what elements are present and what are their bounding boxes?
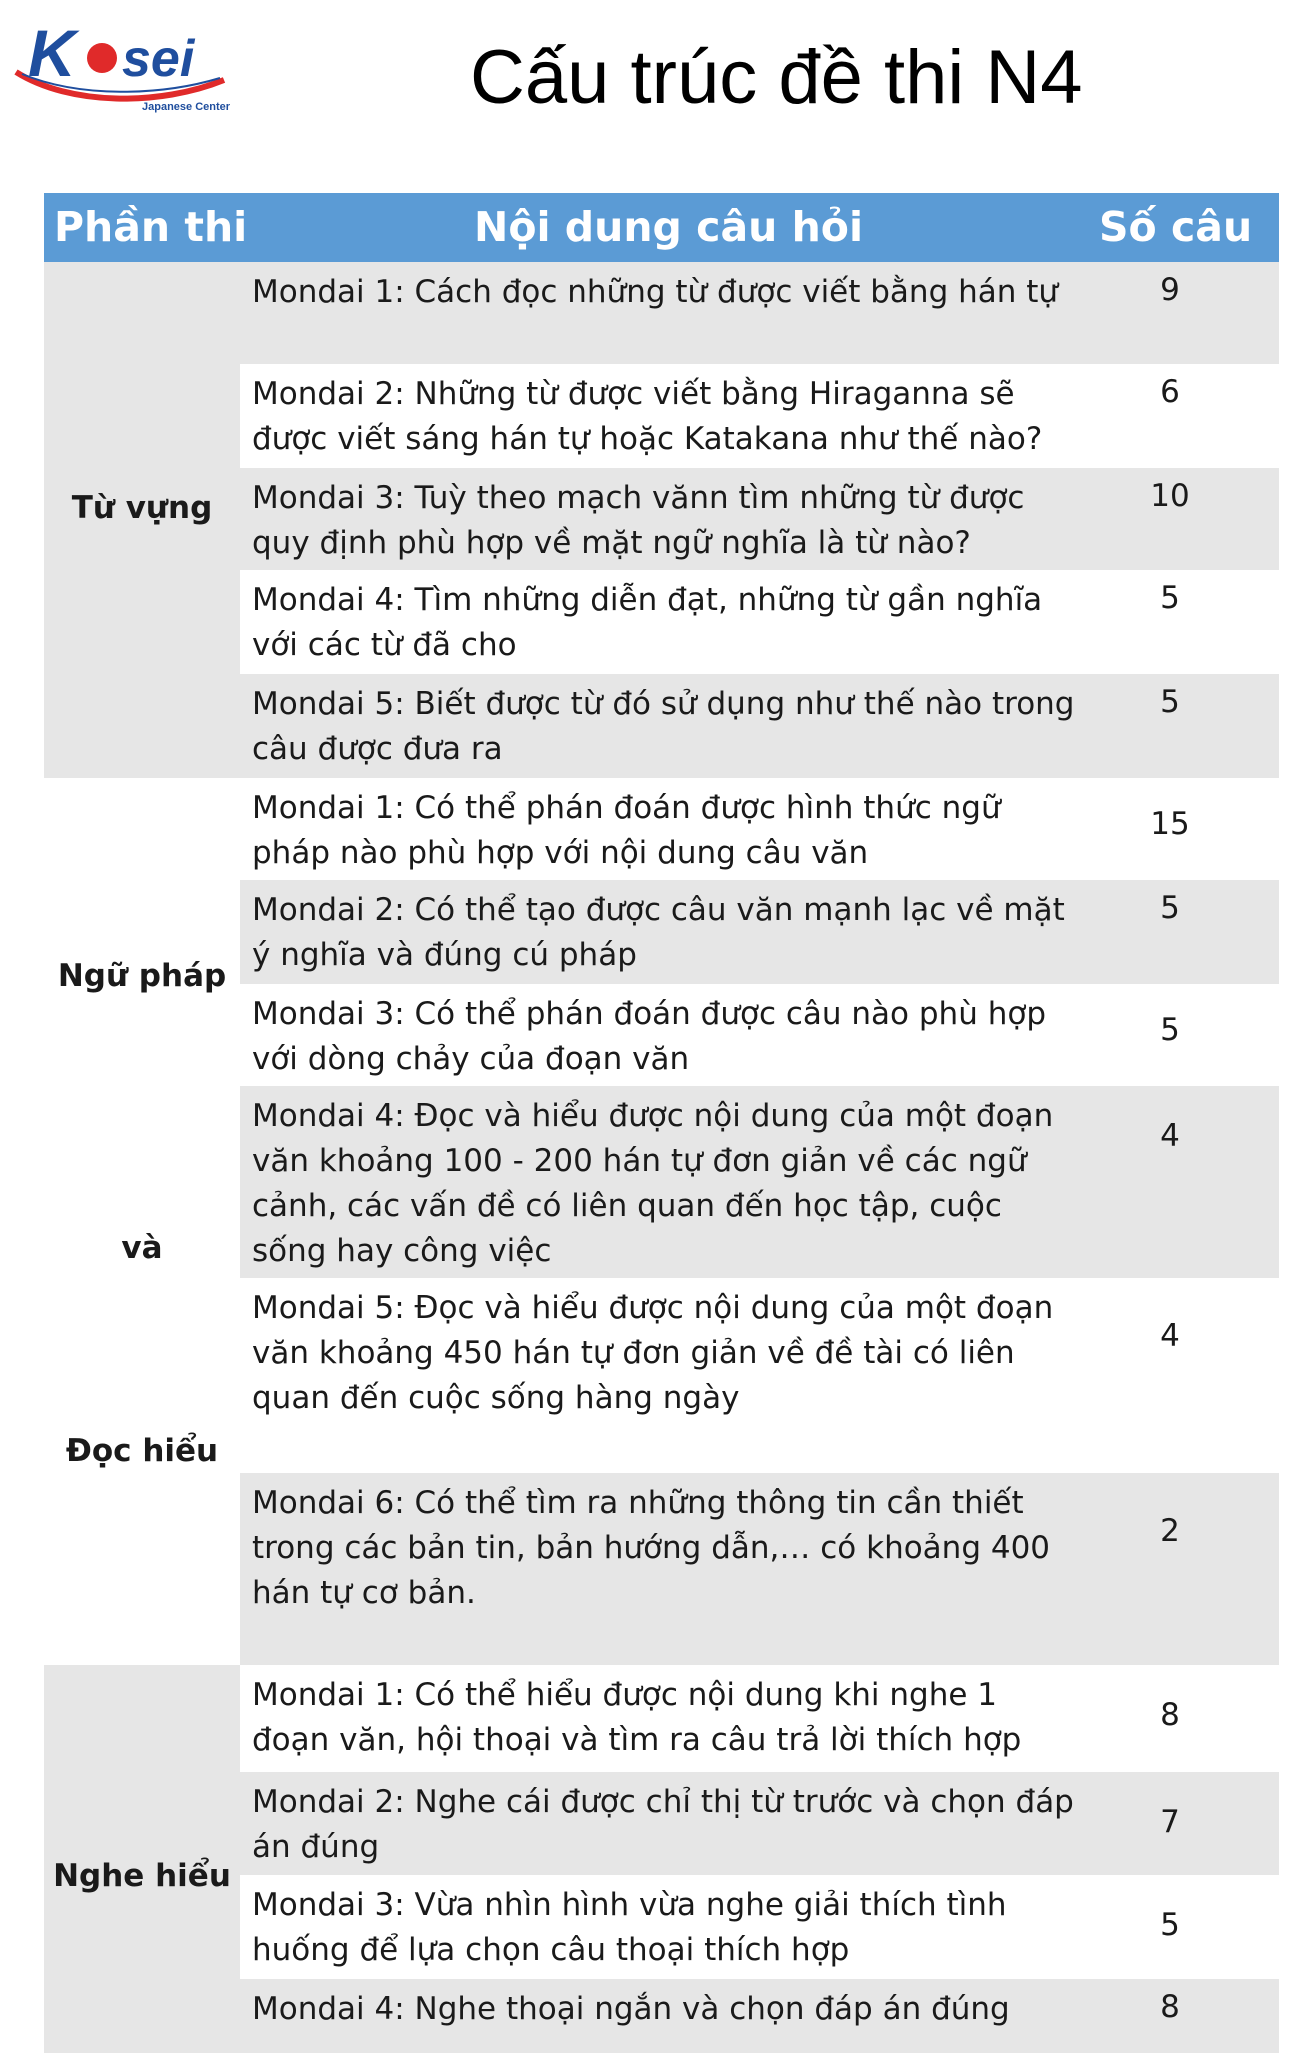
row-content: Mondai 2: Những từ được viết bằng Hiraganna sẽ được viết sáng hán tự hoặc Katakana như thế nào? [252,376,1043,457]
row-count: 5 [1160,684,1180,720]
table-row [240,262,1279,364]
section-label: Từ vựng [71,490,213,526]
row-content: Mondai 4: Tìm những diễn đạt, những từ gần nghĩa với các từ đã cho [252,582,1043,663]
section-grammar-reading [44,778,240,1665]
row-content: Mondai 5: Đọc và hiểu được nội dung của một đoạn văn khoảng 450 hán tự đơn giản về đề tài có liên quan đến cuộc sống hàng ngày [252,1290,1054,1416]
row-count: 10 [1150,478,1190,514]
table-row [240,1665,1279,1772]
table-row [240,570,1279,674]
row-count: 4 [1160,1318,1180,1354]
kosei-logo [10,8,230,116]
section-label: Nghe hiểu [53,1858,231,1894]
row-content: Mondai 2: Có thể tạo được câu văn mạnh lạc về mặt ý nghĩa và đúng cú pháp [252,892,1065,973]
section-label: Ngữ pháp [57,958,227,994]
header-content: Nội dung câu hỏi [474,203,863,251]
row-count: 9 [1160,272,1180,308]
row-content: Mondai 4: Nghe thoại ngắn và chọn đáp án đúng [252,1991,1010,2027]
table-row [240,1772,1279,1875]
table-row [240,1086,1279,1278]
table-row [240,1979,1279,2053]
row-content: Mondai 3: Có thể phán đoán được câu nào phù hợp với dòng chảy của đoạn văn [252,996,1046,1077]
table-header [44,193,1279,262]
row-content: Mondai 5: Biết được từ đó sử dụng như thế nào trong câu được đưa ra [252,686,1075,767]
section-listening [44,1665,240,2053]
row-count: 15 [1150,806,1190,842]
row-count: 8 [1160,1697,1180,1733]
row-content: Mondai 1: Có thể hiểu được nội dung khi nghe 1 đoạn văn, hội thoại và tìm ra câu trả lời thích hợp [252,1677,1022,1758]
row-count: 8 [1160,1989,1180,2025]
row-count: 6 [1160,374,1180,410]
table-row [240,674,1279,778]
header-count: Số câu [1099,203,1253,251]
row-count: 5 [1160,1012,1180,1048]
row-count: 5 [1160,890,1180,926]
row-count: 5 [1160,1907,1180,1943]
section-label: và [121,1230,163,1266]
row-content: Mondai 1: Cách đọc những từ được viết bằng hán tự [252,274,1059,310]
table-row [240,984,1279,1086]
row-content: Mondai 4: Đọc và hiểu được nội dung của một đoạn văn khoảng 100 - 200 hán tự đơn giản về các ngữ cảnh, các vấn đề có liên quan đến học tập, cuộc sống hay công việc [252,1098,1054,1269]
row-count: 5 [1160,580,1180,616]
row-content: Mondai 3: Tuỳ theo mạch vănn tìm những từ được quy định phù hợp về mặt ngữ nghĩa là từ nào? [252,480,1025,561]
svg-text:K: K [28,16,76,90]
svg-text:sei: sei [122,30,195,88]
row-content: Mondai 1: Có thể phán đoán được hình thức ngữ pháp nào phù hợp với nội dung câu văn [252,790,1001,871]
row-content: Mondai 3: Vừa nhìn hình vừa nghe giải thích tình huống để lựa chọn câu thoại thích hợp [252,1887,1007,1968]
row-count: 7 [1160,1804,1180,1840]
page-title: Cấu trúc đề thi N4 [470,35,1083,120]
row-content: Mondai 2: Nghe cái được chỉ thị từ trước và chọn đáp án đúng [252,1784,1074,1865]
section-label: Đọc hiểu [65,1433,219,1469]
table-row [240,468,1279,570]
table-row [240,880,1279,984]
table-row [240,1875,1279,1979]
section-vocabulary [44,262,240,778]
header-section: Phần thi [54,203,248,251]
table-row [240,364,1279,468]
row-content: Mondai 6: Có thể tìm ra những thông tin cần thiết trong các bản tin, bản hướng dẫn,… có khoảng 400 hán tự cơ bản. [252,1485,1051,1611]
table-row [240,778,1279,880]
row-count: 2 [1160,1513,1180,1549]
logo-subtitle: Japanese Center [142,101,230,113]
table-row [240,1278,1279,1473]
row-count: 4 [1160,1118,1180,1154]
table-row [240,1473,1279,1665]
